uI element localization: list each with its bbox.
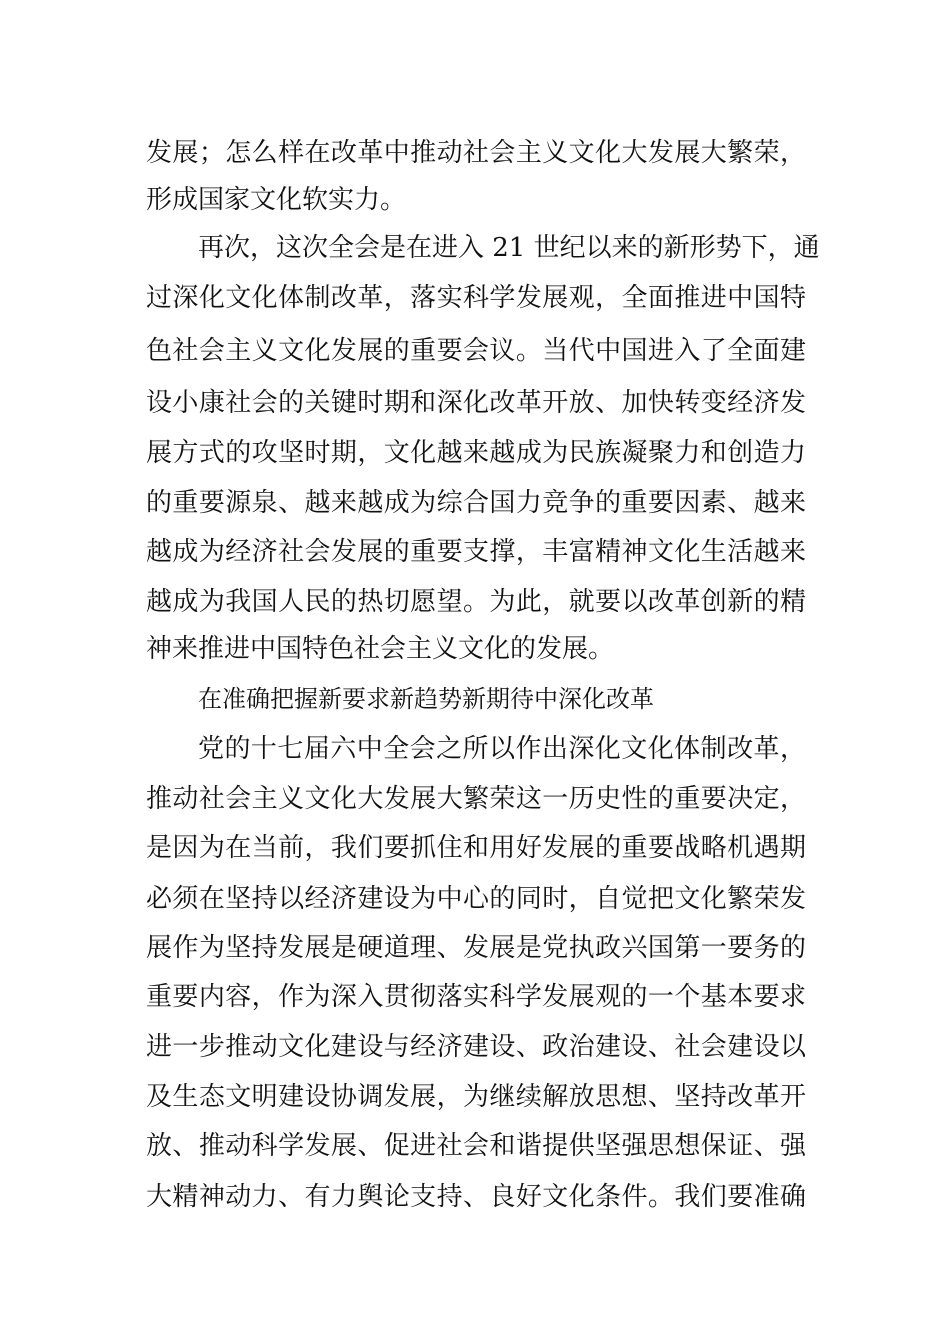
text-line: 神来推进中国特色社会主义文化的发展。 (146, 634, 615, 664)
text-line: 党的十七届六中全会之所以作出深化文化体制改革， (198, 734, 806, 764)
text-line: 形成国家文化软实力。 (146, 185, 407, 215)
text-line: 放、推动科学发展、促进社会和谐提供坚强思想保证、强 (146, 1131, 806, 1161)
text-line: 的重要源泉、越来越成为综合国力竞争的重要因素、越来 (146, 488, 806, 518)
text-line: 是因为在当前，我们要抓住和用好发展的重要战略机遇期 (146, 833, 806, 863)
text-line: 必须在坚持以经济建设为中心的同时，自觉把文化繁荣发 (146, 884, 806, 914)
text-line: 及生态文明建设协调发展，为继续解放思想、坚持改革开 (146, 1082, 806, 1112)
text-line: 展作为坚持发展是硬道理、发展是党执政兴国第一要务的 (146, 933, 806, 963)
text-line: 展方式的攻坚时期，文化越来越成为民族凝聚力和创造力 (146, 438, 806, 468)
text-line: 设小康社会的关键时期和深化改革开放、加快转变经济发 (146, 388, 806, 418)
text-line: 色社会主义文化发展的重要会议。当代中国进入了全面建 (146, 336, 806, 366)
text-line: 过深化文化体制改革，落实科学发展观，全面推进中国特 (146, 283, 806, 313)
text-line: 再次，这次全会是在进入 21 世纪以来的新形势下，通 (198, 233, 820, 263)
text-line: 发展；怎么样在改革中推动社会主义文化大发展大繁荣， (146, 138, 806, 168)
section-heading: 在准确把握新要求新趋势新期待中深化改革 (198, 685, 654, 713)
text-line: 大精神动力、有力舆论支持、良好文化条件。我们要准确 (146, 1182, 806, 1212)
text-line: 越成为经济社会发展的重要支撑，丰富精神文化生活越来 (146, 537, 806, 567)
text-line: 越成为我国人民的热切愿望。为此，就要以改革创新的精 (146, 587, 806, 617)
text-line: 重要内容，作为深入贯彻落实科学发展观的一个基本要求 (146, 982, 806, 1012)
text-line: 进一步推动文化建设与经济建设、政治建设、社会建设以 (146, 1032, 806, 1062)
text-line: 推动社会主义文化大发展大繁荣这一历史性的重要决定， (146, 784, 806, 814)
